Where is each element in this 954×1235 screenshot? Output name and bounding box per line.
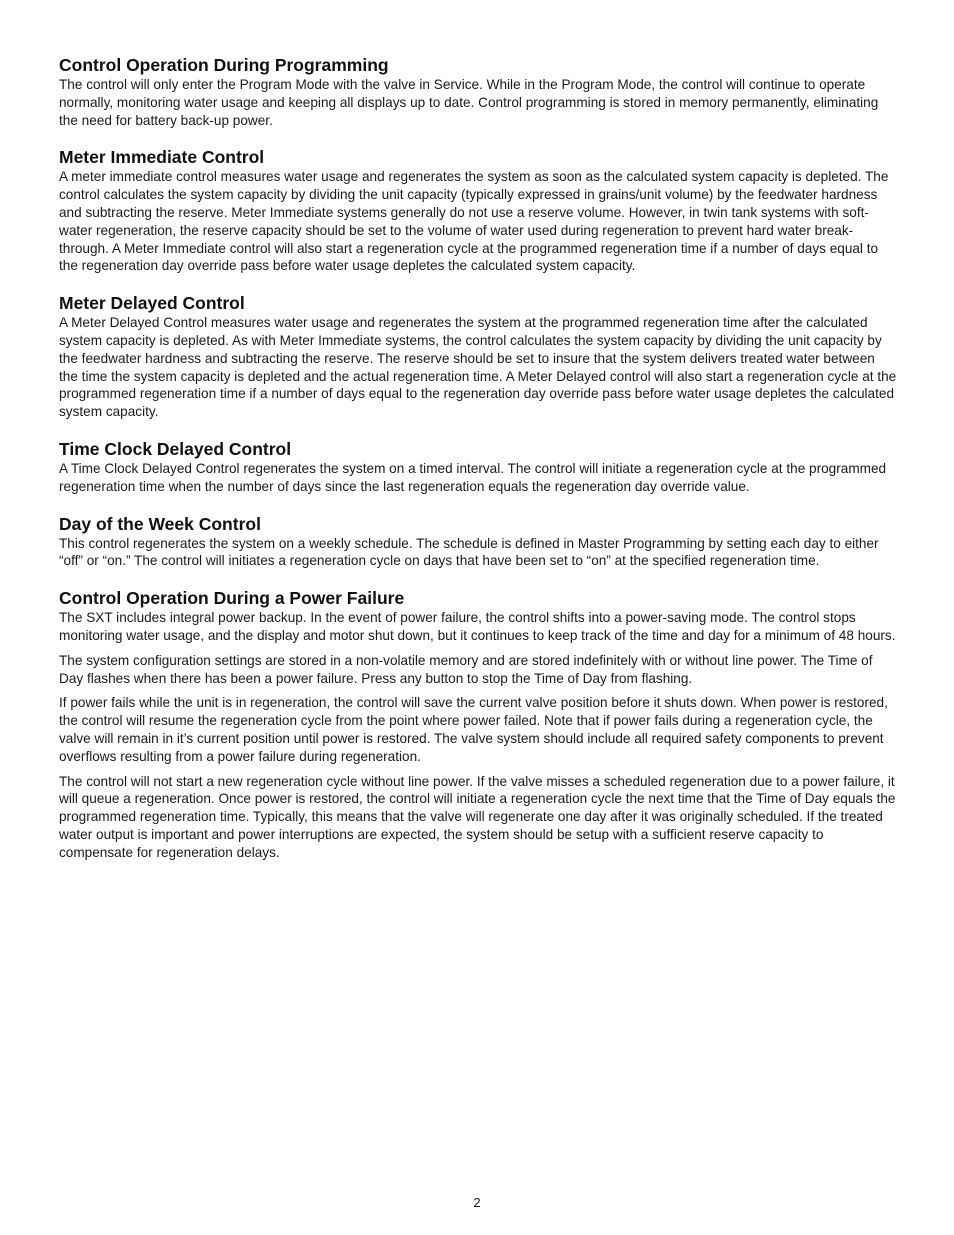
section-paragraph: This control regenerates the system on a weekly schedule. The schedule is defined in Master Programming by setting each day to either “off” or “on.” The control will initiates a regeneration cycle on days that have been set to “on” at the specified regeneration time. [59,535,879,569]
section-heading: Control Operation During Programming [59,55,389,75]
section-paragraph: The system configuration settings are stored in a non-volatile memory and are stored indefinitely with or without line power. The Time of Day flashes when there has been a power failure. Press any button to stop the Time of Day from flashing. [59,652,873,686]
section-heading: Day of the Week Control [59,513,261,534]
document-body [59,55,897,880]
section-heading: Meter Delayed Control [59,293,245,314]
section-day-of-week [59,514,897,571]
section-programming [59,55,897,129]
section-paragraph: A Time Clock Delayed Control regenerates the system on a timed interval. The control will initiate a regeneration cycle at the programmed regeneration time when the number of days since the last regeneration equals the regeneration day override value. [59,460,887,494]
section-paragraph: The control will not start a new regeneration cycle without line power. If the valve misses a scheduled regeneration due to a power failure, it will queue a regeneration. Once power is restored, the control will initiate a regeneration cycle the next time that the Time of Day equals the programmed regeneration time. Typically, this means that the valve will regenerate one day after it was originally scheduled. If the treated water output is important and power interruptions are expected, the system should be setup with a sufficient reserve capacity to compensate for regeneration delays. [59,773,896,860]
section-paragraph: A Meter Delayed Control measures water usage and regenerates the system at the programmed regeneration time after the calculated system capacity is depleted. As with Meter Immediate systems, the control calculates the system capacity by dividing the unit capacity by the feedwater hardness and subtracting the reserve. The reserve should be set to insure that the system delivers treated water between the time the system capacity is depleted and the actual regeneration time. A Meter Delayed control will also start a regeneration cycle at the programmed regeneration time if a number of days equal to the regeneration day override pass before water usage depletes the calculated system capacity. [59,315,897,420]
section-paragraph: A meter immediate control measures water usage and regenerates the system as soon as the calculated system capacity is depleted. The control calculates the system capacity by dividing the unit capacity (typically expressed in grains/unit volume) by the feedwater hardness and subtracting the reserve. Meter Immediate systems generally do not use a reserve volume. However, in twin tank systems with soft-water regeneration, the reserve capacity should be set to the volume of water used during regeneration to prevent hard water break-through. A Meter Immediate control will also start a regeneration cycle at the programmed regeneration time if a number of days equal to the regeneration day override pass before water usage depletes the calculated system capacity. [59,169,889,274]
section-heading: Time Clock Delayed Control [59,438,292,459]
page-number: 2 [473,1195,481,1210]
section-paragraph: The SXT includes integral power backup. In the event of power failure, the control shifts into a power-saving mode. The control stops monitoring water usage, and the display and motor shut down, but it continues to keep track of the time and day for a minimum of 48 hours. [59,610,896,643]
section-meter-delayed [59,293,897,421]
section-time-clock-delayed [59,439,897,496]
section-power-failure [59,588,897,861]
section-heading: Meter Immediate Control [59,147,265,168]
section-heading: Control Operation During a Power Failure [59,588,405,609]
section-paragraph: The control will only enter the Program Mode with the valve in Service. While in the Program Mode, the control will continue to operate normally, monitoring water usage and keeping all displays up to date. Control programming is stored in memory permanently, eliminating the need for battery back-up power. [59,77,879,128]
section-meter-immediate [59,147,897,275]
section-paragraph: If power fails while the unit is in regeneration, the control will save the current valve position before it shuts down. When power is restored, the control will resume the regeneration cycle from the point where power failed. Note that if power fails during a regeneration cycle, the valve will remain in it’s current position until power is restored. The valve system should include all required safety components to prevent overflows resulting from a power failure during regeneration. [59,695,888,764]
